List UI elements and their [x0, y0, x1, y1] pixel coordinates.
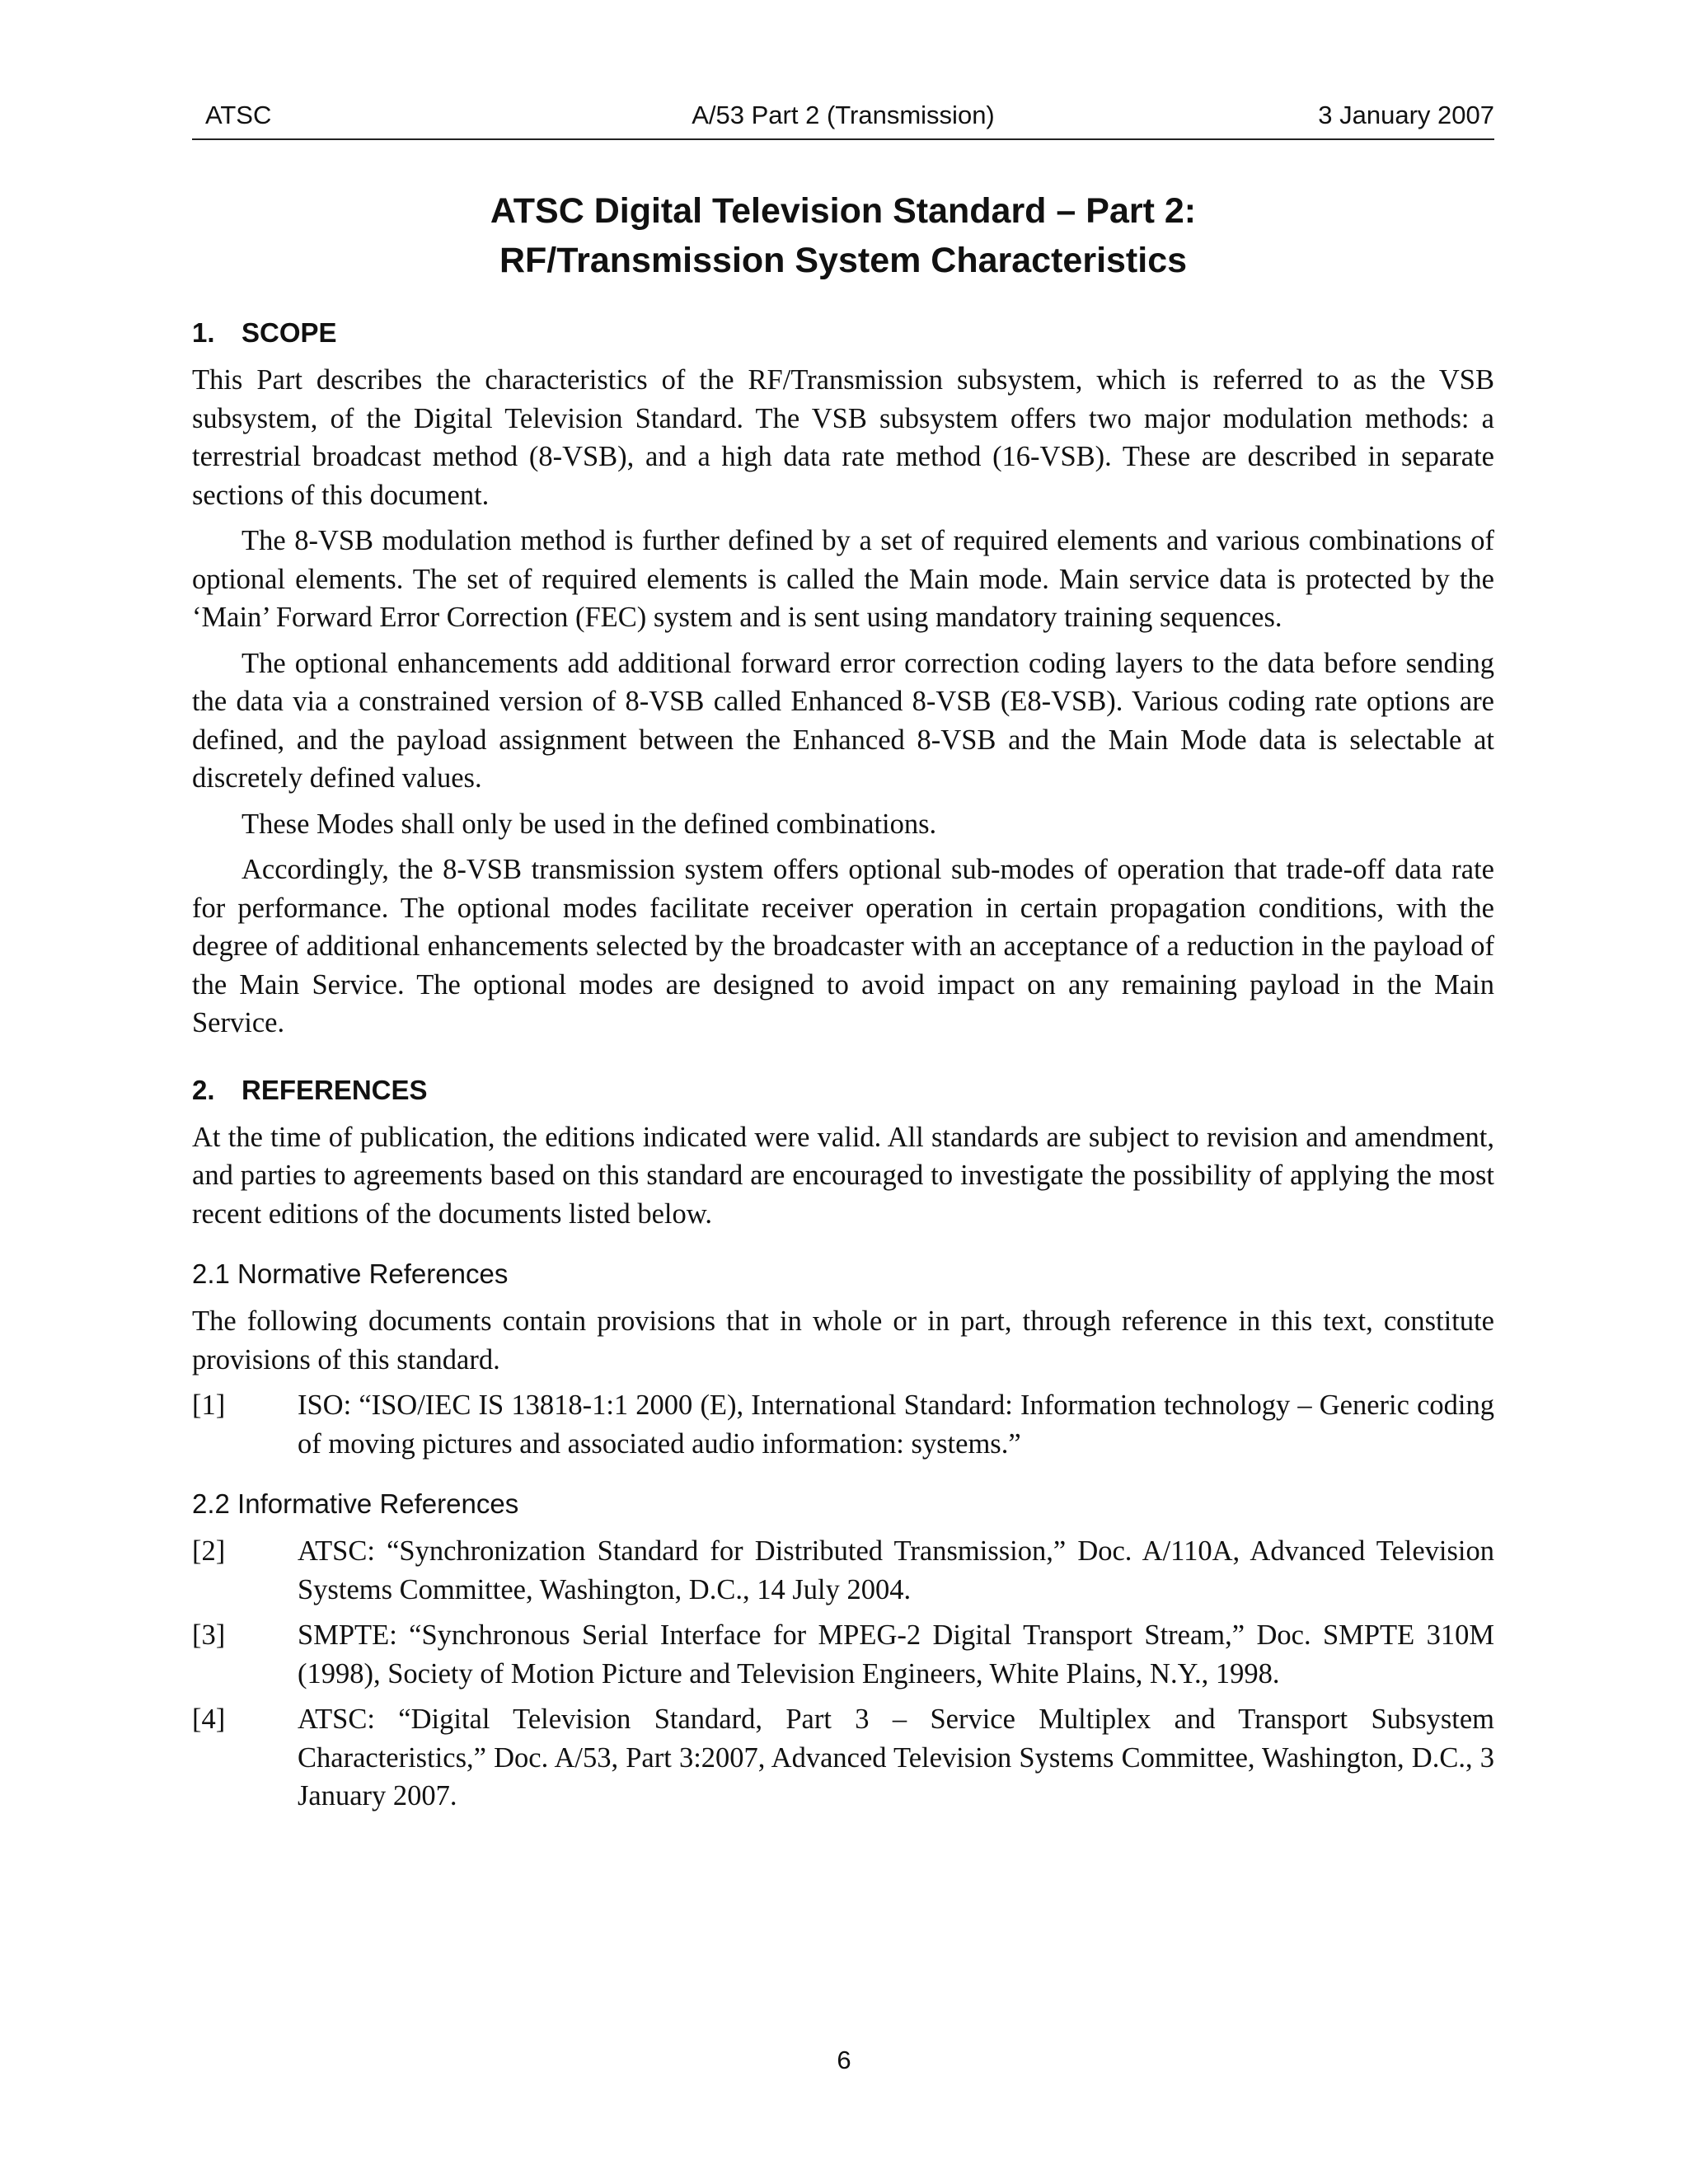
scope-paragraph-1: This Part describes the characteristics of the RF/Transmission subsystem, which is referred to as the VSB subsystem, of the Digital Television Standard. The VSB subsystem offers two major modulation methods: a terrestrial broadcast method (8-VSB), and a high data rate method (16-VSB). These are described in separate sections of this document. [192, 364, 1494, 511]
reference-text: ATSC: “Synchronization Standard for Distributed Transmission,” Doc. A/110A, Advanced Television Systems Committee, Washington, D.C., 14 July 2004. [298, 1535, 1494, 1605]
document-page [192, 97, 1494, 1823]
title-line-1: ATSC Digital Television Standard – Part 2: [490, 191, 1197, 231]
page-number: 6 [837, 2046, 851, 2074]
normative-references-intro: The following documents contain provisions that in whole or in part, through reference in this text, constitute provisions of this standard. [192, 1305, 1494, 1376]
reference-number: [2] [192, 1535, 226, 1567]
section-1-number: 1. [192, 317, 215, 348]
reference-item [192, 1700, 1494, 1816]
scope-paragraph-3: The optional enhancements add additional forward error correction coding layers to the data before sending the data via a constrained version of 8-VSB called Enhanced 8-VSB (E8-VSB). Various coding rate options are defined, and the payload assignment between the Enhanced 8-VSB and the Main Mode data is selectable at discretely defined values. [192, 647, 1494, 794]
reference-text: SMPTE: “Synchronous Serial Interface for MPEG-2 Digital Transport Stream,” Doc. SMPTE 310M (1998), Society of Motion Picture and Television Engineers, White Plains, N.Y., 1998. [298, 1619, 1494, 1690]
header-date: 3 January 2007 [1318, 101, 1494, 129]
scope-paragraph-4: These Modes shall only be used in the defined combinations. [241, 808, 937, 840]
reference-number: [4] [192, 1704, 226, 1735]
section-1-title: SCOPE [241, 317, 337, 348]
scope-paragraph-5: Accordingly, the 8-VSB transmission system offers optional sub-modes of operation that trade-off data rate for performance. The optional modes facilitate receiver operation in certain propagation conditions, with the degree of additional enhancements selected by the broadcaster with an acceptance of a reduction in the payload of the Main Service. The optional modes are designed to avoid impact on any remaining payload in the Main Service. [192, 854, 1494, 1038]
reference-item [192, 1386, 1494, 1463]
reference-number: [1] [192, 1390, 226, 1421]
document-title [192, 186, 1494, 285]
scope-paragraph-2: The 8-VSB modulation method is further defined by a set of required elements and various combinations of optional elements. The set of required elements is called the Main mode. Main service data is protected by the ‘Main’ Forward Error Correction (FEC) system and is sent using mandatory training sequences. [192, 525, 1494, 633]
section-1-heading [192, 316, 1494, 349]
reference-text: ATSC: “Digital Television Standard, Part 3 – Service Multiplex and Transport Subsystem Characteristics,” Doc. A/53, Part 3:2007, Advanced Television Systems Committee, Washington, D.C., 3 January 2007. [298, 1704, 1494, 1811]
section-2-number: 2. [192, 1074, 215, 1105]
reference-number: [3] [192, 1619, 226, 1651]
header-doc-id: A/53 Part 2 (Transmission) [692, 101, 995, 129]
title-line-2: RF/Transmission System Characteristics [499, 241, 1188, 280]
section-2-title: REFERENCES [241, 1074, 428, 1105]
section-2-heading [192, 1074, 1494, 1107]
reference-text: ISO: “ISO/IEC IS 13818-1:1 2000 (E), International Standard: Information technology – Generic coding of moving pictures and associated audio information: systems.” [298, 1390, 1494, 1460]
references-intro: At the time of publication, the editions indicated were valid. All standards are subject to revision and amendment, and parties to agreements based on this standard are encouraged to investigate the possibility of applying the most recent editions of the documents listed below. [192, 1121, 1494, 1230]
reference-item [192, 1532, 1494, 1609]
reference-item [192, 1616, 1494, 1693]
normative-references-heading: 2.1 Normative References [192, 1258, 509, 1289]
informative-references-heading: 2.2 Informative References [192, 1488, 519, 1519]
header-org: ATSC [205, 101, 272, 129]
running-header [192, 97, 1494, 140]
